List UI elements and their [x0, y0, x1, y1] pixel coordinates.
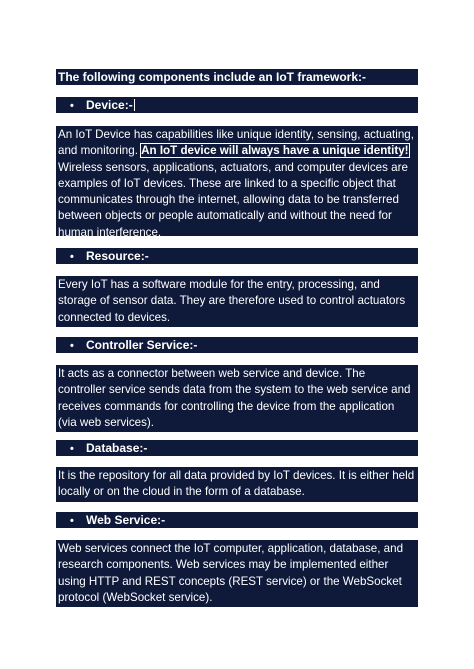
bullet-device — [56, 97, 418, 113]
bullet-resource — [56, 248, 418, 264]
bullet-label-controller-service: Controller Service:- — [86, 338, 198, 352]
paragraph-device — [56, 126, 418, 239]
bullet-label-database: Database:- — [86, 441, 148, 455]
document-heading: The following components include an IoT framework:- — [56, 69, 418, 85]
bullet-label-device: Device:- — [86, 98, 133, 112]
paragraph-resource: Every IoT has a software module for the entry, processing, and storage of sensor data. They are therefore used to control actuators connected to devices. — [56, 276, 418, 327]
bullet-database — [56, 440, 418, 456]
bullet-label-resource: Resource:- — [86, 249, 149, 263]
paragraph-web-service: Web services connect the IoT computer, application, database, and research components. Web services may be implemented either using HTTP and REST concepts (REST service) or the WebSocket protocol (WebSocket service). — [56, 540, 418, 607]
bullet-dot-icon: • — [70, 100, 74, 112]
paragraph-device-bold: An IoT device will always have a unique identity! — [141, 144, 409, 158]
bullet-controller-service — [56, 337, 418, 353]
paragraph-device-post: Wireless sensors, applications, actuators, and computer devices are examples of IoT devices. These are linked to a specific object that communicates through the internet, allowing data to be transferred between objects or people automatically and without the need for human interference. — [58, 160, 408, 239]
paragraph-database: It is the repository for all data provided by IoT devices. It is either held locally or on the cloud in the form of a database. — [56, 467, 418, 502]
bullet-dot-icon: • — [70, 251, 74, 263]
bullet-label-web-service: Web Service:- — [86, 513, 166, 527]
bullet-dot-icon: • — [70, 340, 74, 352]
bullet-web-service — [56, 512, 418, 528]
paragraph-controller-service: It acts as a connector between web service and device. The controller service sends data from the system to the web service and receives commands for controlling the device from the application (via web services). — [56, 365, 418, 432]
bullet-dot-icon: • — [70, 443, 74, 455]
text-cursor-icon — [134, 99, 135, 111]
paragraph-device-pre: An IoT Device has capabilities like unique identity, sensing, actuating, and monitoring. — [58, 128, 414, 158]
bullet-dot-icon: • — [70, 515, 74, 527]
